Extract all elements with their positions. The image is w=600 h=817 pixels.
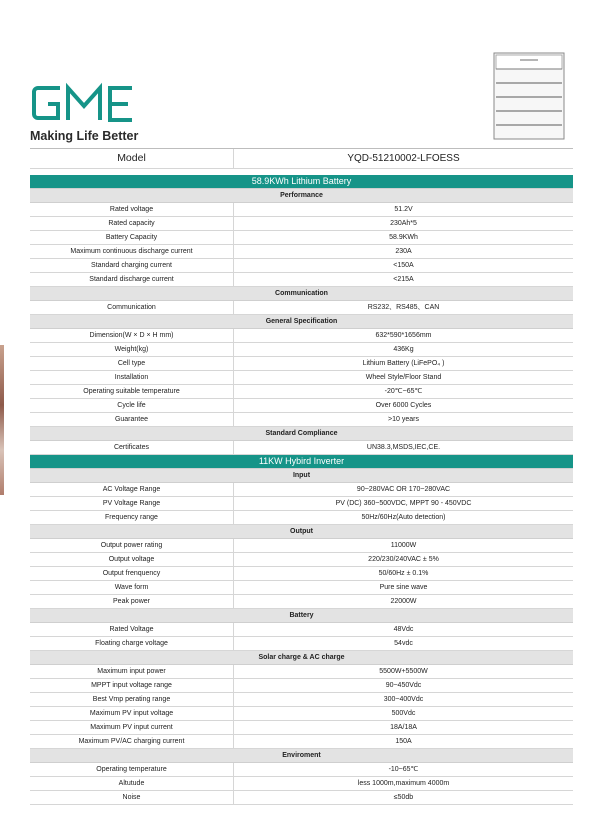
row-label: Maximum PV input voltage xyxy=(30,707,234,720)
row-label: Rated voltage xyxy=(30,203,234,216)
row-label: Maximum input power xyxy=(30,665,234,678)
row-value: PV (DC) 360~500VDC, MPPT 90 - 450VDC xyxy=(335,500,472,507)
row-value: 50Hz/60Hz(Auto detection) xyxy=(361,514,446,521)
table-row xyxy=(30,763,573,777)
row-label: Guarantee xyxy=(30,413,234,426)
table-row xyxy=(30,273,573,287)
table-row xyxy=(30,357,573,371)
row-value: 230Ah*5 xyxy=(390,220,417,227)
row-value: 500Vdc xyxy=(391,710,416,717)
row-value: 300~400Vdc xyxy=(383,696,424,703)
table-row xyxy=(30,595,573,609)
row-label: Output power rating xyxy=(30,539,234,552)
row-value: 11000W xyxy=(390,542,417,549)
spec-sheet-table xyxy=(30,148,573,805)
environment-header: Enviroment xyxy=(30,749,573,763)
battery-banner: 58.9KWh Lithium Battery xyxy=(30,175,573,189)
row-label: Installation xyxy=(30,371,234,384)
table-row xyxy=(30,511,573,525)
inverter-battery-header: Battery xyxy=(30,609,573,623)
row-value: <215A xyxy=(393,276,414,283)
row-label: Best Vmp perating range xyxy=(30,693,234,706)
row-value: 18A/18A xyxy=(390,724,417,731)
row-label: Maximum continuous discharge current xyxy=(30,245,234,258)
row-label: Cycle life xyxy=(30,399,234,412)
row-label: Communication xyxy=(30,301,234,314)
row-value: 50/60Hz ± 0.1% xyxy=(378,570,429,577)
table-row xyxy=(30,413,573,427)
row-value: Over 6000 Cycles xyxy=(375,402,432,409)
row-label: Maximum PV/AC charging current xyxy=(30,735,234,748)
row-value: ≤50db xyxy=(393,794,414,801)
table-row xyxy=(30,259,573,273)
row-value: 48Vdc xyxy=(393,626,414,633)
row-value: RS232、RS485、CAN xyxy=(367,304,440,311)
row-label: Operating suitable temperature xyxy=(30,385,234,398)
table-row xyxy=(30,735,573,749)
table-row xyxy=(30,679,573,693)
row-label: PV Voltage Range xyxy=(30,497,234,510)
table-row xyxy=(30,329,573,343)
row-value: <150A xyxy=(393,262,414,269)
model-row xyxy=(30,148,573,169)
table-row xyxy=(30,203,573,217)
table-row xyxy=(30,231,573,245)
row-label: Frequency range xyxy=(30,511,234,524)
table-row xyxy=(30,777,573,791)
row-label: AC Voltage Range xyxy=(30,483,234,496)
row-value: 51.2V xyxy=(394,206,413,213)
row-label: Floating charge voltage xyxy=(30,637,234,650)
table-row xyxy=(30,581,573,595)
table-row xyxy=(30,553,573,567)
row-value: 5500W+5500W xyxy=(379,668,428,675)
row-value: Pure sine wave xyxy=(379,584,428,591)
row-value: >10 years xyxy=(388,416,419,423)
row-value: -10~65℃ xyxy=(388,766,419,773)
row-value: -20℃~65℃ xyxy=(384,388,423,395)
row-label: Output frenquency xyxy=(30,567,234,580)
row-label: Rated Voltage xyxy=(30,623,234,636)
row-label: Dimension(W × D × H mm) xyxy=(30,329,234,342)
row-label: Rated capacity xyxy=(30,217,234,230)
battery-cabinet-image xyxy=(490,50,568,142)
table-row xyxy=(30,707,573,721)
performance-header: Performance xyxy=(30,189,573,203)
table-row xyxy=(30,623,573,637)
solar-charge-header: Solar charge & AC charge xyxy=(30,651,573,665)
row-label: Altutude xyxy=(30,777,234,790)
row-label: Cell type xyxy=(30,357,234,370)
row-label: Maximum PV input current xyxy=(30,721,234,734)
row-label: Output voltage xyxy=(30,553,234,566)
row-value: Wheel Style/Floor Stand xyxy=(365,374,442,381)
row-label: Standard charging current xyxy=(30,259,234,272)
output-header: Output xyxy=(30,525,573,539)
row-value: 632*590*1656mm xyxy=(375,332,432,339)
model-value: YQD-51210002-LFOESS xyxy=(347,153,460,164)
table-row xyxy=(30,399,573,413)
row-label: Operating temperature xyxy=(30,763,234,776)
row-value: 220/230/240VAC ± 5% xyxy=(368,556,439,563)
row-value: 58.9KWh xyxy=(389,234,418,241)
row-label: Wave form xyxy=(30,581,234,594)
table-row xyxy=(30,343,573,357)
table-row xyxy=(30,245,573,259)
row-label: Battery Capacity xyxy=(30,231,234,244)
table-row xyxy=(30,301,573,315)
table-row xyxy=(30,693,573,707)
row-value: 436Kg xyxy=(393,346,414,353)
table-row xyxy=(30,721,573,735)
row-value: 90~280VAC OR 170~280VAC xyxy=(356,486,451,493)
row-label: MPPT input voltage range xyxy=(30,679,234,692)
table-row xyxy=(30,217,573,231)
row-value: 90~450Vdc xyxy=(385,682,422,689)
row-label: Noise xyxy=(30,791,234,804)
row-label: Peak power xyxy=(30,595,234,608)
gme-logo xyxy=(30,82,136,124)
table-row xyxy=(30,567,573,581)
table-row xyxy=(30,665,573,679)
left-edge-photo-strip xyxy=(0,345,4,495)
row-label: Weight(kg) xyxy=(30,343,234,356)
table-row xyxy=(30,483,573,497)
general-spec-header: General Specification xyxy=(30,315,573,329)
row-value: less 1000m,maximum 4000m xyxy=(357,780,450,787)
row-value: Lithium Battery (LiFePO₄ ) xyxy=(362,360,445,367)
model-label: Model xyxy=(30,149,234,168)
table-row xyxy=(30,385,573,399)
row-value: 230A xyxy=(395,248,412,255)
table-row xyxy=(30,371,573,385)
table-row xyxy=(30,791,573,805)
table-row xyxy=(30,441,573,455)
row-value: 150A xyxy=(395,738,412,745)
row-label: Certificates xyxy=(30,441,234,454)
compliance-header: Standard Compliance xyxy=(30,427,573,441)
table-row xyxy=(30,637,573,651)
row-value: 22000W xyxy=(390,598,417,605)
brand-tagline: Making Life Better xyxy=(30,129,139,143)
row-label: Standard discharge current xyxy=(30,273,234,286)
row-value: 54vdc xyxy=(394,640,413,647)
table-row xyxy=(30,497,573,511)
communication-header: Communication xyxy=(30,287,573,301)
table-row xyxy=(30,539,573,553)
input-header: Input xyxy=(30,469,573,483)
row-value: UN38.3,MSDS,IEC,CE. xyxy=(366,444,441,451)
inverter-banner: 11KW Hybird Inverter xyxy=(30,455,573,469)
